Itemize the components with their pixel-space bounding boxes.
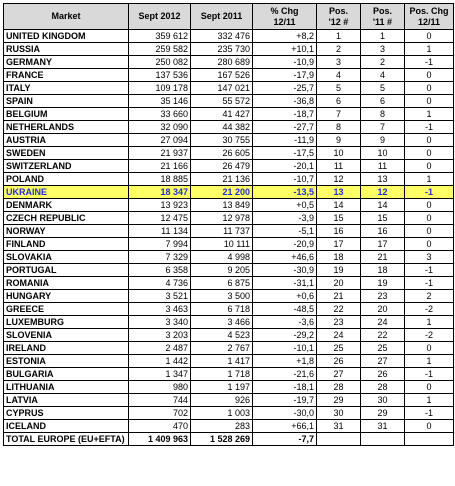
cell-pos-2011: 10 <box>361 147 405 160</box>
cell-market: LITHUANIA <box>4 381 129 394</box>
cell-pos-2012: 22 <box>317 303 361 316</box>
cell-pct-change: +8,2 <box>253 30 317 43</box>
cell-pct-change: +66,1 <box>253 420 317 433</box>
cell-market: HUNGARY <box>4 290 129 303</box>
cell-pos-change: 0 <box>405 381 454 394</box>
table-row <box>4 225 454 238</box>
cell-pct-change: -13,5 <box>253 186 317 199</box>
cell-sept-2011: 26 479 <box>191 160 253 173</box>
table-row <box>4 316 454 329</box>
cell-sept-2011: 1 003 <box>191 407 253 420</box>
cell-market: FRANCE <box>4 69 129 82</box>
cell-pos-2011: 4 <box>361 69 405 82</box>
cell-pct-change: -19,7 <box>253 394 317 407</box>
cell-pos-2012: 7 <box>317 108 361 121</box>
cell-sept-2011: 235 730 <box>191 43 253 56</box>
cell-sept-2011: 926 <box>191 394 253 407</box>
cell-sept-2011: 1 197 <box>191 381 253 394</box>
cell-market: UKRAINE <box>4 186 129 199</box>
sales-table-frame <box>3 3 454 446</box>
cell-market: CYPRUS <box>4 407 129 420</box>
cell-sept-2011: 41 427 <box>191 108 253 121</box>
cell-pos-change: 0 <box>405 95 454 108</box>
cell-pos-2011: 1 <box>361 30 405 43</box>
cell-pos-change: 0 <box>405 147 454 160</box>
cell-pos-2012: 25 <box>317 342 361 355</box>
cell-sept-2012: 18 885 <box>129 173 191 186</box>
cell-market: FINLAND <box>4 238 129 251</box>
cell-pos-2012: 14 <box>317 199 361 212</box>
cell-pos-2012: 6 <box>317 95 361 108</box>
table-row <box>4 251 454 264</box>
table-row <box>4 82 454 95</box>
cell-sept-2011: 55 572 <box>191 95 253 108</box>
cell-sept-2012: 1 442 <box>129 355 191 368</box>
cell-sept-2011: 147 021 <box>191 82 253 95</box>
table-row <box>4 394 454 407</box>
cell-pos-change: 1 <box>405 316 454 329</box>
header-pos-change: Pos. Chg 12/11 <box>405 4 454 30</box>
cell-pos-change: 0 <box>405 134 454 147</box>
cell-sept-2011: 4 523 <box>191 329 253 342</box>
cell-sept-2012: 980 <box>129 381 191 394</box>
cell-pos-2011: 15 <box>361 212 405 225</box>
table-row <box>4 95 454 108</box>
cell-pos-change: -1 <box>405 277 454 290</box>
cell-sept-2012: 7 994 <box>129 238 191 251</box>
table-body <box>4 30 454 446</box>
cell-pos-2012: 5 <box>317 82 361 95</box>
cell-pos-2012: 21 <box>317 290 361 303</box>
cell-sept-2011: 9 205 <box>191 264 253 277</box>
cell-market: LUXEMBURG <box>4 316 129 329</box>
cell-pct-change: -3,6 <box>253 316 317 329</box>
cell-sept-2011: 4 998 <box>191 251 253 264</box>
cell-sept-2012: 18 347 <box>129 186 191 199</box>
cell-pos-change: -2 <box>405 329 454 342</box>
cell-market: POLAND <box>4 173 129 186</box>
cell-pos-change: 0 <box>405 69 454 82</box>
header-pos-2011: Pos. '11 # <box>361 4 405 30</box>
table-row-highlighted <box>4 186 454 199</box>
cell-pos-change: 0 <box>405 212 454 225</box>
cell-pos-change: 0 <box>405 238 454 251</box>
header-market: Market <box>4 4 129 30</box>
cell-pos-2011: 28 <box>361 381 405 394</box>
cell-pos-change: 1 <box>405 108 454 121</box>
cell-market: BULGARIA <box>4 368 129 381</box>
cell-sept-2011: 3 500 <box>191 290 253 303</box>
cell-pos-2012: 31 <box>317 420 361 433</box>
cell-pos-change: -1 <box>405 121 454 134</box>
cell-market: RUSSIA <box>4 43 129 56</box>
cell-pos-change: 0 <box>405 420 454 433</box>
cell-pos-change: -1 <box>405 56 454 69</box>
cell-sept-2012: 250 082 <box>129 56 191 69</box>
cell-pos-2011: 24 <box>361 316 405 329</box>
cell-pct-change: +0,6 <box>253 290 317 303</box>
cell-pct-change: -18,1 <box>253 381 317 394</box>
cell-sept-2011: 44 382 <box>191 121 253 134</box>
cell-sept-2011: 12 978 <box>191 212 253 225</box>
cell-pos-change: 3 <box>405 251 454 264</box>
cell-pct-change: +1,8 <box>253 355 317 368</box>
cell-pct-change: -48,5 <box>253 303 317 316</box>
cell-pos-2011: 6 <box>361 95 405 108</box>
cell-sept-2012: 33 660 <box>129 108 191 121</box>
cell-market: BELGIUM <box>4 108 129 121</box>
cell-pos-2011 <box>361 433 405 446</box>
cell-pos-2012: 29 <box>317 394 361 407</box>
total-row <box>4 433 454 446</box>
table-row <box>4 108 454 121</box>
cell-pct-change: -36,8 <box>253 95 317 108</box>
cell-sept-2011: 26 605 <box>191 147 253 160</box>
cell-sept-2011: 1 528 269 <box>191 433 253 446</box>
cell-pos-change: -1 <box>405 264 454 277</box>
cell-sept-2012: 32 090 <box>129 121 191 134</box>
cell-sept-2011: 11 737 <box>191 225 253 238</box>
cell-pos-change: 0 <box>405 199 454 212</box>
cell-pos-2012: 8 <box>317 121 361 134</box>
cell-sept-2011: 280 689 <box>191 56 253 69</box>
cell-pos-change: 0 <box>405 82 454 95</box>
cell-sept-2011: 21 136 <box>191 173 253 186</box>
cell-pct-change: -31,1 <box>253 277 317 290</box>
cell-sept-2012: 137 536 <box>129 69 191 82</box>
header-sept-2012: Sept 2012 <box>129 4 191 30</box>
cell-pos-2012: 11 <box>317 160 361 173</box>
cell-market: ITALY <box>4 82 129 95</box>
cell-sept-2011: 30 755 <box>191 134 253 147</box>
cell-pos-change: 0 <box>405 30 454 43</box>
cell-pct-change: -30,0 <box>253 407 317 420</box>
cell-pct-change: -29,2 <box>253 329 317 342</box>
table-row <box>4 173 454 186</box>
cell-sept-2012: 259 582 <box>129 43 191 56</box>
cell-sept-2012: 744 <box>129 394 191 407</box>
cell-sept-2011: 332 476 <box>191 30 253 43</box>
table-row <box>4 43 454 56</box>
table-row <box>4 147 454 160</box>
cell-pos-2012: 18 <box>317 251 361 264</box>
cell-pct-change: +10,1 <box>253 43 317 56</box>
cell-pos-2011: 21 <box>361 251 405 264</box>
cell-sept-2012: 109 178 <box>129 82 191 95</box>
cell-market: DENMARK <box>4 199 129 212</box>
cell-market: SLOVENIA <box>4 329 129 342</box>
cell-sept-2012: 702 <box>129 407 191 420</box>
cell-pos-2012: 1 <box>317 30 361 43</box>
cell-pos-2012: 19 <box>317 264 361 277</box>
cell-pos-2012: 27 <box>317 368 361 381</box>
cell-pos-change: -2 <box>405 303 454 316</box>
cell-pos-2012: 4 <box>317 69 361 82</box>
cell-pos-2012: 17 <box>317 238 361 251</box>
cell-market: SWITZERLAND <box>4 160 129 173</box>
cell-sept-2012: 7 329 <box>129 251 191 264</box>
cell-pos-change: 1 <box>405 355 454 368</box>
cell-pct-change: -30,9 <box>253 264 317 277</box>
cell-market: LATVIA <box>4 394 129 407</box>
cell-market: ROMANIA <box>4 277 129 290</box>
header-row <box>4 4 454 30</box>
cell-market: ICELAND <box>4 420 129 433</box>
cell-pos-2011: 26 <box>361 368 405 381</box>
cell-pos-2012: 15 <box>317 212 361 225</box>
cell-pct-change: -5,1 <box>253 225 317 238</box>
cell-sept-2012: 6 358 <box>129 264 191 277</box>
table-row <box>4 368 454 381</box>
cell-pos-2012: 24 <box>317 329 361 342</box>
cell-pos-change: 1 <box>405 43 454 56</box>
cell-sept-2012: 35 146 <box>129 95 191 108</box>
cell-market: GERMANY <box>4 56 129 69</box>
cell-sept-2012: 2 487 <box>129 342 191 355</box>
cell-pos-2011: 20 <box>361 303 405 316</box>
cell-market: SWEDEN <box>4 147 129 160</box>
cell-sept-2012: 27 094 <box>129 134 191 147</box>
cell-pos-2011: 7 <box>361 121 405 134</box>
table-row <box>4 212 454 225</box>
cell-market: SLOVAKIA <box>4 251 129 264</box>
cell-pos-2011: 9 <box>361 134 405 147</box>
table-row <box>4 355 454 368</box>
table-row <box>4 407 454 420</box>
cell-pct-change: -20,1 <box>253 160 317 173</box>
cell-market: AUSTRIA <box>4 134 129 147</box>
cell-sept-2012: 359 612 <box>129 30 191 43</box>
cell-pos-2011: 31 <box>361 420 405 433</box>
cell-pos-2011: 29 <box>361 407 405 420</box>
cell-market: CZECH REPUBLIC <box>4 212 129 225</box>
cell-pos-change: 2 <box>405 290 454 303</box>
cell-pct-change: -21,6 <box>253 368 317 381</box>
cell-pos-change: 1 <box>405 394 454 407</box>
cell-sept-2012: 1 347 <box>129 368 191 381</box>
table-row <box>4 121 454 134</box>
cell-sept-2012: 1 409 963 <box>129 433 191 446</box>
cell-sept-2011: 1 718 <box>191 368 253 381</box>
table-row <box>4 199 454 212</box>
cell-pos-2011: 25 <box>361 342 405 355</box>
cell-market: GREECE <box>4 303 129 316</box>
cell-pos-2012: 23 <box>317 316 361 329</box>
cell-sept-2011: 283 <box>191 420 253 433</box>
table-row <box>4 69 454 82</box>
cell-pct-change: -11,9 <box>253 134 317 147</box>
cell-pos-change: 0 <box>405 225 454 238</box>
header-sept-2011: Sept 2011 <box>191 4 253 30</box>
cell-pos-2012: 13 <box>317 186 361 199</box>
cell-pos-2012: 2 <box>317 43 361 56</box>
cell-market: ESTONIA <box>4 355 129 368</box>
cell-sept-2011: 167 526 <box>191 69 253 82</box>
table-row <box>4 329 454 342</box>
cell-pos-2012: 20 <box>317 277 361 290</box>
table-row <box>4 56 454 69</box>
table-row <box>4 134 454 147</box>
cell-market: NETHERLANDS <box>4 121 129 134</box>
cell-sept-2012: 13 923 <box>129 199 191 212</box>
table-row <box>4 303 454 316</box>
cell-pos-change <box>405 433 454 446</box>
cell-market: TOTAL EUROPE (EU+EFTA) <box>4 433 129 446</box>
cell-sept-2011: 21 200 <box>191 186 253 199</box>
cell-pos-2012 <box>317 433 361 446</box>
cell-pos-2012: 26 <box>317 355 361 368</box>
table-row <box>4 420 454 433</box>
cell-pct-change: -27,7 <box>253 121 317 134</box>
cell-pos-2011: 13 <box>361 173 405 186</box>
cell-pos-2011: 3 <box>361 43 405 56</box>
cell-pos-2011: 22 <box>361 329 405 342</box>
cell-sept-2011: 6 718 <box>191 303 253 316</box>
table-row <box>4 277 454 290</box>
cell-sept-2012: 3 203 <box>129 329 191 342</box>
cell-pos-change: -1 <box>405 186 454 199</box>
cell-pos-2011: 16 <box>361 225 405 238</box>
cell-sept-2012: 4 736 <box>129 277 191 290</box>
cell-pct-change: +46,6 <box>253 251 317 264</box>
cell-sept-2012: 21 937 <box>129 147 191 160</box>
cell-pos-2011: 18 <box>361 264 405 277</box>
cell-pos-2012: 12 <box>317 173 361 186</box>
cell-sept-2011: 2 767 <box>191 342 253 355</box>
cell-sept-2011: 6 875 <box>191 277 253 290</box>
cell-sept-2012: 3 463 <box>129 303 191 316</box>
cell-pos-2012: 16 <box>317 225 361 238</box>
cell-pos-2012: 9 <box>317 134 361 147</box>
table-row <box>4 160 454 173</box>
cell-sept-2012: 21 166 <box>129 160 191 173</box>
cell-market: PORTUGAL <box>4 264 129 277</box>
cell-sept-2012: 11 134 <box>129 225 191 238</box>
cell-pos-2011: 11 <box>361 160 405 173</box>
cell-pct-change: -25,7 <box>253 82 317 95</box>
cell-sept-2012: 3 521 <box>129 290 191 303</box>
cell-sept-2011: 1 417 <box>191 355 253 368</box>
cell-pct-change: -17,9 <box>253 69 317 82</box>
table-row <box>4 238 454 251</box>
cell-pct-change: -10,1 <box>253 342 317 355</box>
cell-market: SPAIN <box>4 95 129 108</box>
cell-pct-change: -18,7 <box>253 108 317 121</box>
cell-pos-change: 0 <box>405 342 454 355</box>
cell-pos-2011: 5 <box>361 82 405 95</box>
cell-sept-2011: 3 466 <box>191 316 253 329</box>
cell-pos-2011: 2 <box>361 56 405 69</box>
cell-pct-change: -17,5 <box>253 147 317 160</box>
cell-sept-2012: 12 475 <box>129 212 191 225</box>
cell-pos-2011: 8 <box>361 108 405 121</box>
cell-pos-2011: 17 <box>361 238 405 251</box>
cell-pos-2012: 28 <box>317 381 361 394</box>
cell-sept-2011: 13 849 <box>191 199 253 212</box>
cell-pct-change: -10,9 <box>253 56 317 69</box>
cell-pct-change: -3,9 <box>253 212 317 225</box>
table-row <box>4 342 454 355</box>
car-sales-table <box>3 3 454 446</box>
cell-pos-2011: 30 <box>361 394 405 407</box>
cell-pos-2012: 3 <box>317 56 361 69</box>
cell-pos-2011: 23 <box>361 290 405 303</box>
cell-pos-change: 1 <box>405 173 454 186</box>
cell-pct-change: -10,7 <box>253 173 317 186</box>
cell-pct-change: +0,5 <box>253 199 317 212</box>
cell-pos-2012: 30 <box>317 407 361 420</box>
cell-market: NORWAY <box>4 225 129 238</box>
header-pos-2012: Pos. '12 # <box>317 4 361 30</box>
cell-sept-2011: 10 111 <box>191 238 253 251</box>
cell-market: UNITED KINGDOM <box>4 30 129 43</box>
table-row <box>4 381 454 394</box>
cell-pos-2011: 14 <box>361 199 405 212</box>
cell-pos-change: -1 <box>405 368 454 381</box>
table-row <box>4 264 454 277</box>
cell-pct-change: -7,7 <box>253 433 317 446</box>
cell-pct-change: -20,9 <box>253 238 317 251</box>
cell-pos-2011: 19 <box>361 277 405 290</box>
cell-pos-change: -1 <box>405 407 454 420</box>
cell-pos-2011: 27 <box>361 355 405 368</box>
cell-pos-change: 0 <box>405 160 454 173</box>
cell-sept-2012: 470 <box>129 420 191 433</box>
table-row <box>4 290 454 303</box>
cell-pos-2011: 12 <box>361 186 405 199</box>
cell-market: IRELAND <box>4 342 129 355</box>
table-row <box>4 30 454 43</box>
cell-pos-2012: 10 <box>317 147 361 160</box>
header-pct-change: % Chg 12/11 <box>253 4 317 30</box>
cell-sept-2012: 3 340 <box>129 316 191 329</box>
